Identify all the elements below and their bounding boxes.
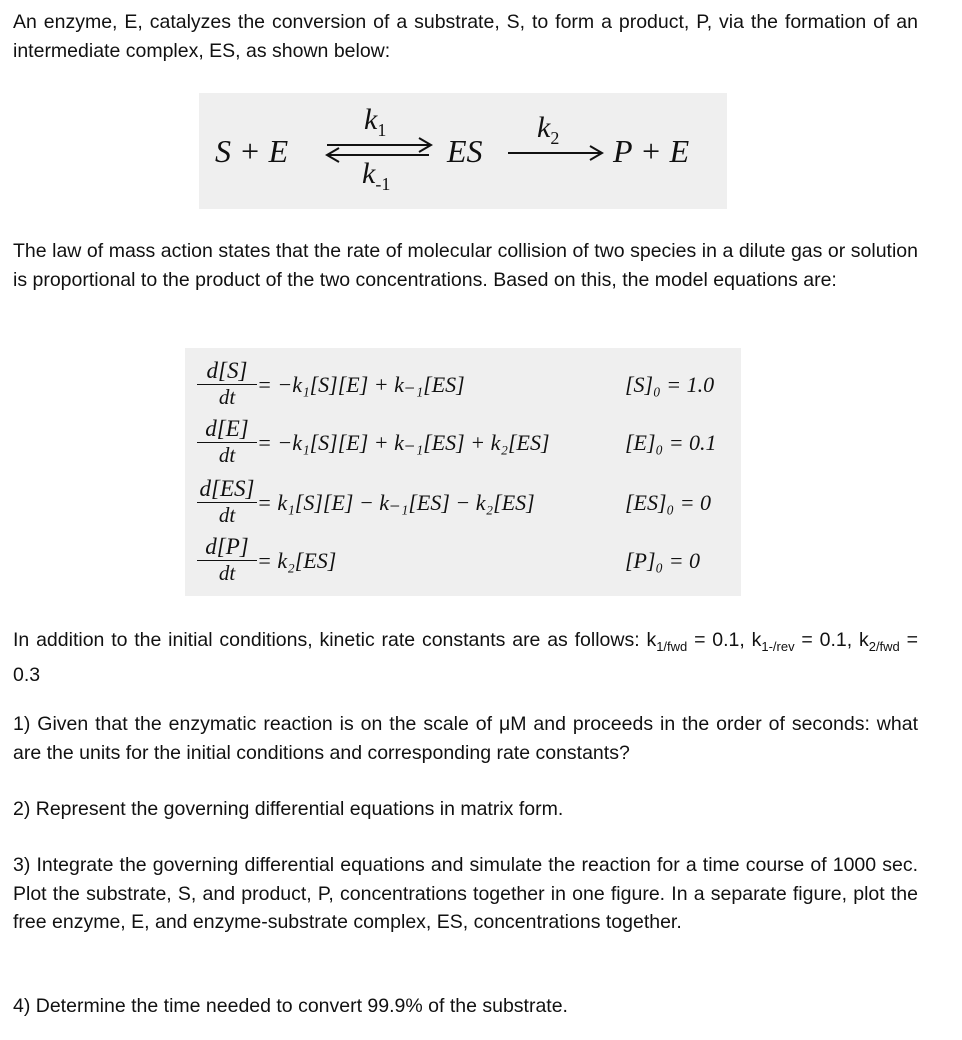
derivative: $\frac{d[E]}{dt}$: [197, 416, 257, 467]
reactants: S + E: [215, 133, 289, 169]
equation-rhs: = −k₁[S][E] + k₋₁[ES] + k₂[ES]: [257, 430, 550, 455]
equation-rhs: = −k₁[S][E] + k₋₁[ES]: [257, 372, 465, 397]
question-3: 3) Integrate the governing differential equations and simulate the reaction for a time course of 1000 sec. Plot the substrate, S, and product, P, concentrations together in one figure. In a separate figure, plot the free enzyme, E, and enzyme-substrate complex, ES, concentrations together.: [13, 854, 918, 933]
reverse-rate-label: $k_{-1}$: [362, 157, 391, 194]
reaction-scheme: [199, 93, 727, 209]
derivative: $\frac{d[S]}{dt}$: [197, 358, 257, 409]
derivative: $\frac{d[ES]}{dt}$: [197, 476, 257, 527]
model-equations: [185, 348, 741, 596]
derivative: $\frac{d[P]}{dt}$: [197, 534, 257, 585]
initial-condition: [P]₀ = 0: [625, 548, 701, 573]
equation-substrate: [185, 358, 741, 416]
forward-rate-label: $k_1$: [364, 103, 387, 140]
question-4: 4) Determine the time needed to convert 99.9% of the substrate.: [13, 995, 568, 1017]
question-2: 2) Represent the governing differential equations in matrix form.: [13, 798, 564, 820]
initial-condition: [S]₀ = 1.0: [625, 372, 715, 397]
initial-condition: [E]₀ = 0.1: [625, 430, 717, 455]
complex-es: ES: [447, 133, 483, 169]
intro-paragraph: An enzyme, E, catalyzes the conversion of a substrate, S, to form a product, P, via the formation of an intermediate complex, ES, as shown below:: [13, 11, 918, 62]
equation-rhs: = k₁[S][E] − k₋₁[ES] − k₂[ES]: [257, 490, 535, 515]
mass-action-paragraph: The law of mass action states that the rate of molecular collision of two species in a dilute gas or solution is proportional to the product of the two concentrations. Based on this, the model equations are:: [13, 240, 918, 291]
rate-constants-paragraph: In addition to the initial conditions, kinetic rate constants are as follows: $k_{1/fwd} = 0.1$, $k_{1-/rev} = 0.1$, $k_{2/fwd} = 0.3$: [13, 629, 918, 687]
initial-condition: [ES]₀ = 0: [625, 490, 712, 515]
equation-enzyme: [185, 416, 741, 474]
forward-arrow-icon: [506, 143, 606, 163]
equation-rhs: = k₂[ES]: [257, 548, 337, 573]
equilibrium-arrows-icon: [323, 135, 439, 165]
products: P + E: [613, 133, 690, 169]
question-1: 1) Given that the enzymatic reaction is on the scale of μM and proceeds in the order of seconds: what are the units for the initial conditions and corresponding rate constants?: [13, 713, 918, 764]
equation-complex: [185, 476, 741, 534]
equation-product: [185, 534, 741, 592]
second-rate-label: $k_2$: [537, 111, 560, 148]
